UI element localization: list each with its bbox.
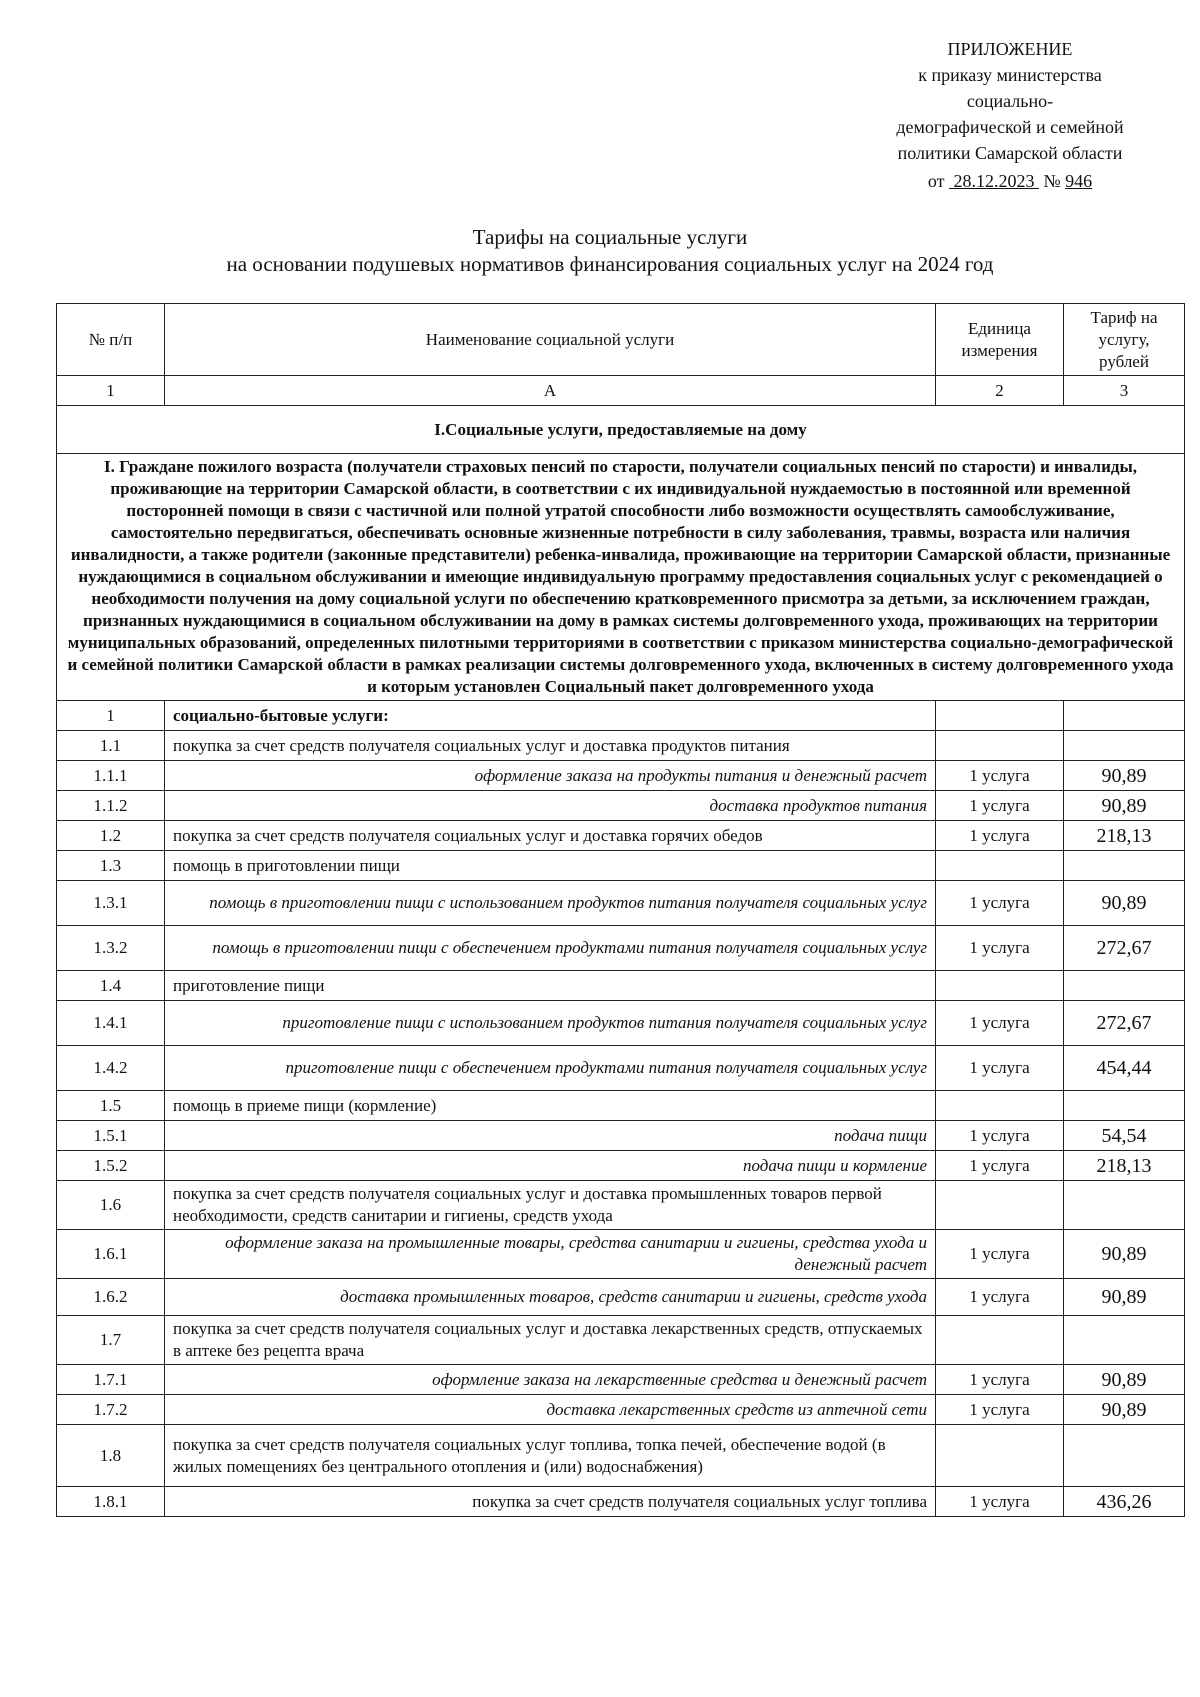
service-price: 90,89 xyxy=(1064,881,1185,926)
service-name: подача пищи и кормление xyxy=(165,1151,936,1181)
table-row xyxy=(57,761,1185,791)
service-unit: 1 услуга xyxy=(936,1121,1064,1151)
table-row xyxy=(57,1365,1185,1395)
table-row xyxy=(57,1046,1185,1091)
service-name: покупка за счет средств получателя социальных услуг и доставка горячих обедов xyxy=(165,821,936,851)
table-row xyxy=(57,1121,1185,1151)
table-row xyxy=(57,926,1185,971)
header-num: № п/п xyxy=(57,304,165,376)
service-price: 272,67 xyxy=(1064,926,1185,971)
service-name: доставка промышленных товаров, средств санитарии и гигиены, средств ухода xyxy=(165,1279,936,1316)
order-date-line xyxy=(840,168,1180,194)
appendix-title: ПРИЛОЖЕНИЕ xyxy=(947,39,1073,59)
header-price: Тариф на услугу, рублей xyxy=(1064,304,1185,376)
service-price xyxy=(1064,1316,1185,1365)
service-number: 1.5 xyxy=(57,1091,165,1121)
service-price xyxy=(1064,1181,1185,1230)
service-unit: 1 услуга xyxy=(936,1151,1064,1181)
service-price xyxy=(1064,1425,1185,1487)
table-row xyxy=(57,971,1185,1001)
table-row xyxy=(57,1230,1185,1279)
document-title-line-1: Тарифы на социальные услуги xyxy=(472,225,748,249)
appendix-block xyxy=(840,36,1180,194)
service-price: 436,26 xyxy=(1064,1487,1185,1517)
service-name: подача пищи xyxy=(165,1121,936,1151)
document-title-line-2: на основании подушевых нормативов финансирования социальных услуг на 2024 год xyxy=(226,252,994,276)
service-unit: 1 услуга xyxy=(936,881,1064,926)
service-name: оформление заказа на промышленные товары, средства санитарии и гигиены, средства ухода и денежный расчет xyxy=(165,1230,936,1279)
service-name: помощь в приеме пищи (кормление) xyxy=(165,1091,936,1121)
document-title xyxy=(0,224,1200,278)
service-name: приготовление пищи с обеспечением продуктами питания получателя социальных услуг xyxy=(165,1046,936,1091)
service-price xyxy=(1064,971,1185,1001)
header-unit: Единица измерения xyxy=(936,304,1064,376)
service-price: 218,13 xyxy=(1064,1151,1185,1181)
appendix-line-4: политики Самарской области xyxy=(897,143,1123,163)
table-header-row xyxy=(57,304,1185,376)
section-title: I.Социальные услуги, предоставляемые на дому xyxy=(57,406,1185,454)
date-prefix: от xyxy=(927,171,945,191)
service-number: 1.5.2 xyxy=(57,1151,165,1181)
service-number: 1.8.1 xyxy=(57,1487,165,1517)
header-name: Наименование социальной услуги xyxy=(165,304,936,376)
column-index: 3 xyxy=(1064,376,1185,406)
service-unit xyxy=(936,1425,1064,1487)
service-unit xyxy=(936,1181,1064,1230)
table-row xyxy=(57,1316,1185,1365)
recipient-group-row xyxy=(57,454,1185,701)
column-index: А xyxy=(165,376,936,406)
service-name: помощь в приготовлении пищи xyxy=(165,851,936,881)
service-number: 1.7.2 xyxy=(57,1395,165,1425)
service-price: 272,67 xyxy=(1064,1001,1185,1046)
service-unit: 1 услуга xyxy=(936,791,1064,821)
service-number: 1.3 xyxy=(57,851,165,881)
appendix-line-1: к приказу министерства xyxy=(918,65,1102,85)
service-name: оформление заказа на лекарственные средства и денежный расчет xyxy=(165,1365,936,1395)
appendix-line-2: социально- xyxy=(966,91,1054,111)
service-number: 1.4.1 xyxy=(57,1001,165,1046)
column-index-row xyxy=(57,376,1185,406)
service-price: 218,13 xyxy=(1064,821,1185,851)
service-name: помощь в приготовлении пищи с использованием продуктов питания получателя социальных услуг xyxy=(165,881,936,926)
service-price xyxy=(1064,851,1185,881)
service-unit xyxy=(936,971,1064,1001)
service-price xyxy=(1064,1091,1185,1121)
service-name: покупка за счет средств получателя социальных услуг и доставка продуктов питания xyxy=(165,731,936,761)
service-unit: 1 услуга xyxy=(936,1279,1064,1316)
table-row xyxy=(57,851,1185,881)
tariffs-table xyxy=(56,303,1185,1517)
service-number: 1.1 xyxy=(57,731,165,761)
service-name: покупка за счет средств получателя социальных услуг топлива, топка печей, обеспечение водой (в жилых помещениях без центрального отопления и (или) водоснабжения) xyxy=(165,1425,936,1487)
table-row xyxy=(57,1001,1185,1046)
service-number: 1 xyxy=(57,701,165,731)
column-index: 1 xyxy=(57,376,165,406)
service-name: приготовление пищи xyxy=(165,971,936,1001)
table-row xyxy=(57,791,1185,821)
service-price: 90,89 xyxy=(1064,1395,1185,1425)
service-unit: 1 услуга xyxy=(936,1046,1064,1091)
service-unit xyxy=(936,851,1064,881)
order-date: 28.12.2023 xyxy=(953,171,1035,191)
service-number: 1.8 xyxy=(57,1425,165,1487)
service-unit xyxy=(936,1091,1064,1121)
table-row xyxy=(57,701,1185,731)
service-number: 1.6.1 xyxy=(57,1230,165,1279)
appendix-line-3: демографической и семейной xyxy=(896,117,1124,137)
service-unit: 1 услуга xyxy=(936,926,1064,971)
service-name: покупка за счет средств получателя социальных услуг топлива xyxy=(165,1487,936,1517)
service-unit xyxy=(936,731,1064,761)
service-unit: 1 услуга xyxy=(936,1487,1064,1517)
service-price: 90,89 xyxy=(1064,1365,1185,1395)
service-price: 54,54 xyxy=(1064,1121,1185,1151)
service-number: 1.6 xyxy=(57,1181,165,1230)
service-name: приготовление пищи с использованием продуктов питания получателя социальных услуг xyxy=(165,1001,936,1046)
service-number: 1.3.2 xyxy=(57,926,165,971)
table-row xyxy=(57,1395,1185,1425)
service-name: оформление заказа на продукты питания и денежный расчет xyxy=(165,761,936,791)
service-number: 1.4 xyxy=(57,971,165,1001)
recipient-group-title: I. Граждане пожилого возраста (получатели страховых пенсий по старости, получатели социальных пенсий по старости) и инвалиды, проживающие на территории Самарской области, в соответствии с их индивидуальной нуждаемостью в постоянной или временной посторонней помощи в связи с частичной или полной утратой способности либо возможности осуществлять самообслуживание, самостоятельно передвигаться, обеспечивать основные жизненные потребности в силу заболевания, травмы, возраста или наличия инвалидности, а также родители (законные представители) ребенка-инвалида, проживающие на территории Самарской области, признанные нуждающимися в социальном обслуживании и имеющие индивидуальную программу предоставления социальных услуг с рекомендацией о необходимости получения на дому социальной услуги по обеспечению кратковременного присмотра за детьми, за исключением граждан, признанных нуждающимися в социальном обслуживании на дому в рамках системы долговременного ухода, проживающих на территории муниципальных образований, определенных пилотными территориями в соответствии с приказом министерства социально-демографической и семейной политики Самарской области в рамках реализации системы долговременного ухода, включенных в систему долговременного ухода и которым установлен Социальный пакет долговременного ухода xyxy=(57,454,1185,701)
service-unit: 1 услуга xyxy=(936,1230,1064,1279)
service-price: 90,89 xyxy=(1064,791,1185,821)
column-index: 2 xyxy=(936,376,1064,406)
service-price xyxy=(1064,731,1185,761)
service-unit: 1 услуга xyxy=(936,1001,1064,1046)
table-row xyxy=(57,1279,1185,1316)
service-name: покупка за счет средств получателя социальных услуг и доставка лекарственных средств, отпускаемых в аптеке без рецепта врача xyxy=(165,1316,936,1365)
service-number: 1.1.2 xyxy=(57,791,165,821)
service-name: помощь в приготовлении пищи с обеспечением продуктами питания получателя социальных услуг xyxy=(165,926,936,971)
service-price: 90,89 xyxy=(1064,1230,1185,1279)
service-number: 1.7.1 xyxy=(57,1365,165,1395)
table-row xyxy=(57,1181,1185,1230)
service-name: социально-бытовые услуги: xyxy=(165,701,936,731)
table-row xyxy=(57,1487,1185,1517)
section-row xyxy=(57,406,1185,454)
table-row xyxy=(57,821,1185,851)
service-number: 1.4.2 xyxy=(57,1046,165,1091)
service-name: доставка лекарственных средств из аптечной сети xyxy=(165,1395,936,1425)
service-price xyxy=(1064,701,1185,731)
service-number: 1.6.2 xyxy=(57,1279,165,1316)
order-number: 946 xyxy=(1065,171,1093,191)
table-row xyxy=(57,1425,1185,1487)
service-number: 1.3.1 xyxy=(57,881,165,926)
service-number: 1.7 xyxy=(57,1316,165,1365)
table-row xyxy=(57,731,1185,761)
service-price: 454,44 xyxy=(1064,1046,1185,1091)
service-unit xyxy=(936,1316,1064,1365)
service-name: покупка за счет средств получателя социальных услуг и доставка промышленных товаров первой необходимости, средств санитарии и гигиены, средств ухода xyxy=(165,1181,936,1230)
table-row xyxy=(57,881,1185,926)
service-number: 1.2 xyxy=(57,821,165,851)
service-price: 90,89 xyxy=(1064,1279,1185,1316)
service-unit xyxy=(936,701,1064,731)
service-number: 1.5.1 xyxy=(57,1121,165,1151)
service-unit: 1 услуга xyxy=(936,821,1064,851)
table-row xyxy=(57,1091,1185,1121)
service-unit: 1 услуга xyxy=(936,1395,1064,1425)
service-unit: 1 услуга xyxy=(936,761,1064,791)
service-price: 90,89 xyxy=(1064,761,1185,791)
service-unit: 1 услуга xyxy=(936,1365,1064,1395)
service-name: доставка продуктов питания xyxy=(165,791,936,821)
table-row xyxy=(57,1151,1185,1181)
number-prefix: № xyxy=(1043,171,1061,191)
service-number: 1.1.1 xyxy=(57,761,165,791)
